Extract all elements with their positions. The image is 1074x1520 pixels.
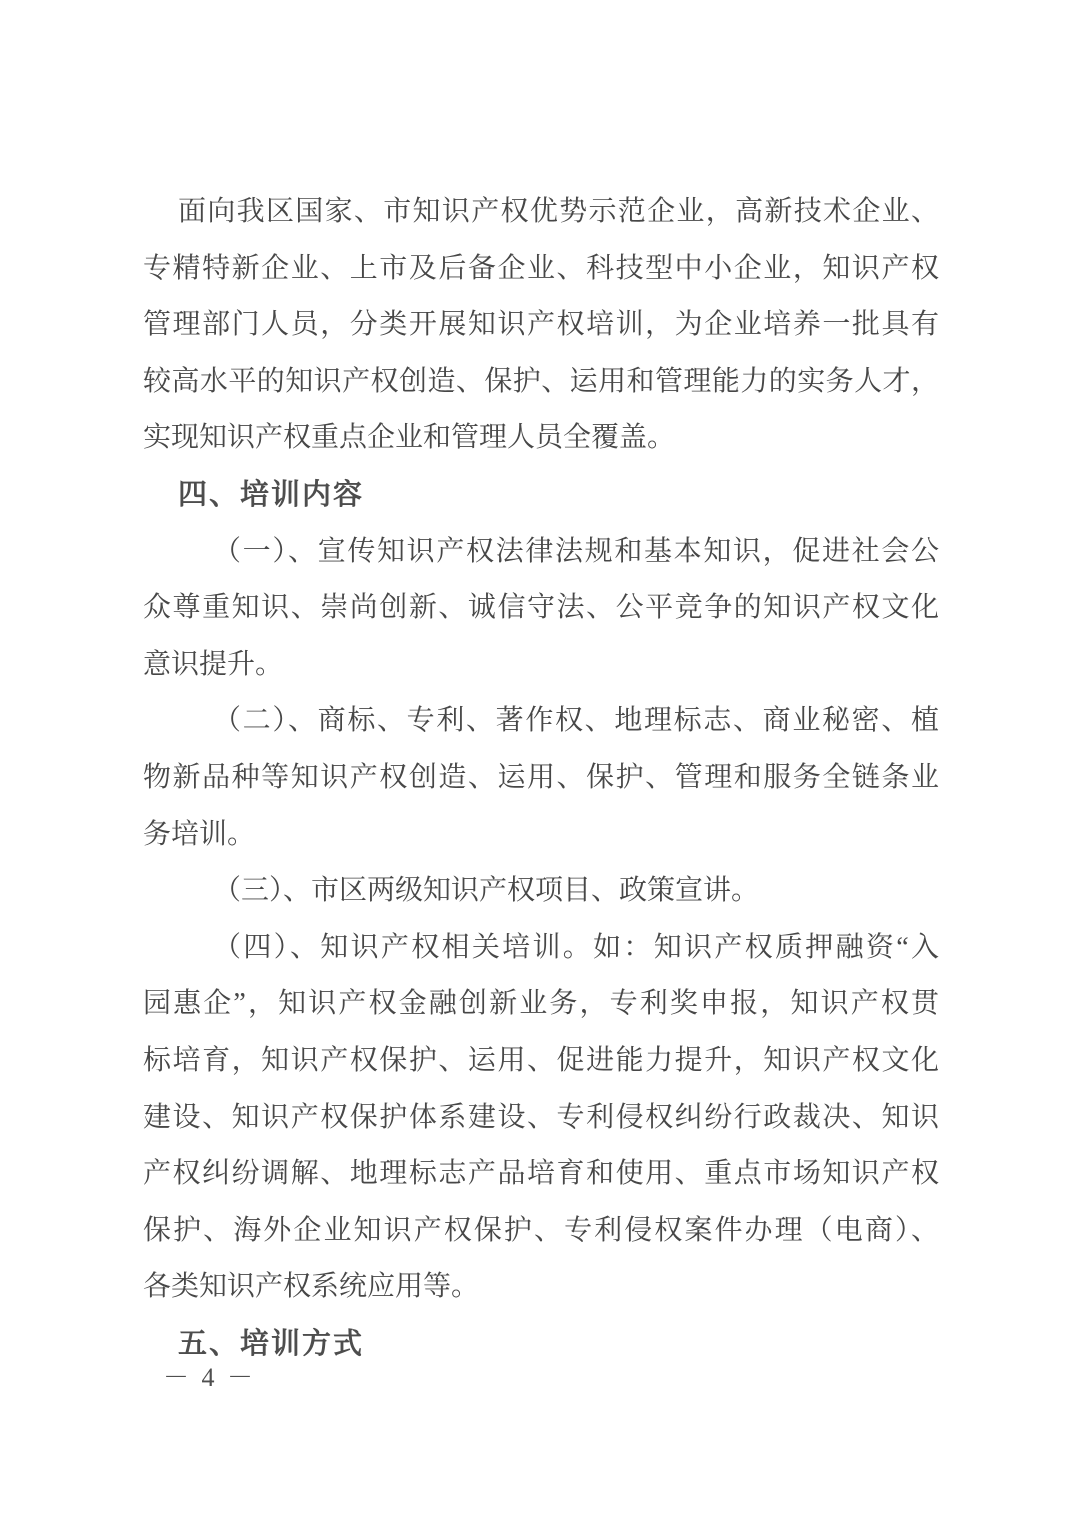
page-number: － 4 － (163, 1363, 257, 1392)
heading-paragraph (143, 467, 939, 524)
text-line: 专精特新企业、上市及后备企业、科技型中小企业，知识产权 (143, 252, 939, 284)
text-line: 实现知识产权重点企业和管理人员全覆盖。 (143, 422, 676, 454)
paragraph (143, 184, 939, 467)
document-text-block (143, 184, 939, 1372)
text-line: 标培育，知识产权保护、运用、促进能力提升，知识产权文化 (143, 1044, 939, 1076)
heading-paragraph (143, 1316, 939, 1373)
paragraph (143, 524, 939, 694)
text-line: 众尊重知识、崇尚创新、诚信守法、公平竞争的知识产权文化 (143, 592, 939, 624)
text-line: （二）、商标、专利、著作权、地理标志、商业秘密、植 (213, 705, 939, 737)
text-line: （四）、知识产权相关培训。如：知识产权质押融资“入 (213, 931, 939, 963)
paragraph (143, 920, 939, 1316)
text-line: 务培训。 (143, 818, 256, 850)
text-line: 园惠企”，知识产权金融创新业务，专利奖申报，知识产权贯 (143, 988, 939, 1020)
text-line: 产权纠纷调解、地理标志产品培育和使用、重点市场知识产权 (143, 1158, 939, 1190)
text-line: 保护、海外企业知识产权保护、专利侵权案件办理（电商）、 (143, 1214, 939, 1246)
text-line: 面向我区国家、市知识产权优势示范企业，高新技术企业、 (178, 196, 939, 227)
section-heading: 四、培训内容 (178, 478, 365, 511)
text-line: （一）、宣传知识产权法律法规和基本知识，促进社会公 (213, 535, 939, 567)
text-line: 管理部门人员，分类开展知识产权培训，为企业培养一批具有 (143, 309, 939, 341)
paragraph (143, 693, 939, 863)
section-heading: 五、培训方式 (178, 1327, 365, 1360)
text-line: 建设、知识产权保护体系建设、专利侵权纠纷行政裁决、知识 (143, 1101, 939, 1133)
text-line: 意识提升。 (143, 648, 284, 680)
text-line: （三）、市区两级知识产权项目、政策宣讲。 (213, 875, 760, 907)
text-line: 各类知识产权系统应用等。 (143, 1271, 480, 1303)
text-line: 较高水平的知识产权创造、保护、运用和管理能力的实务人才， (143, 365, 939, 397)
text-line: 物新品种等知识产权创造、运用、保护、管理和服务全链条业 (143, 761, 939, 793)
paragraph (143, 863, 939, 920)
